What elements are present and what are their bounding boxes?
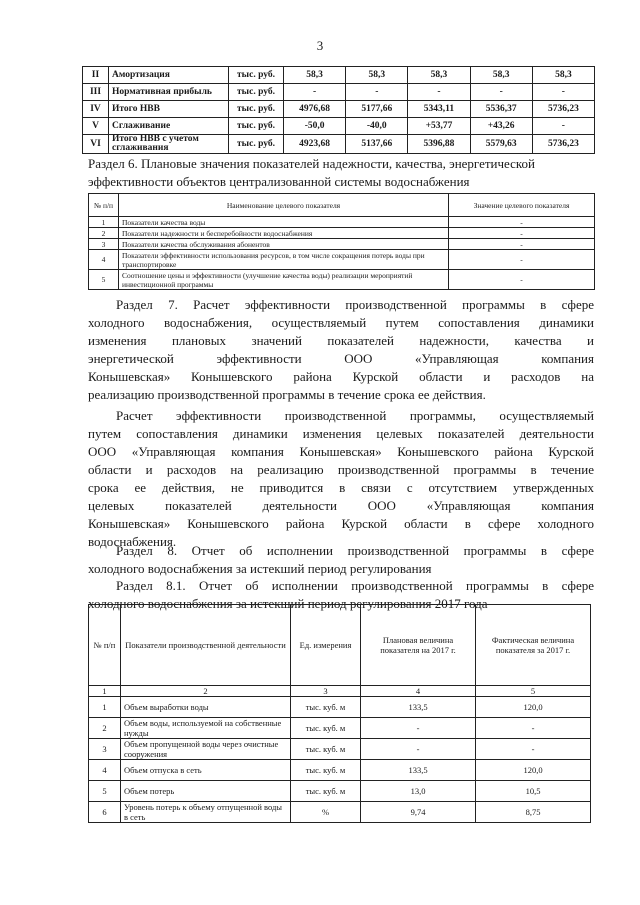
table-row — [89, 217, 595, 228]
t3-header-num: № п/п — [89, 605, 121, 686]
paragraph-line: Расчет эффективности производственной программы, осуществляемый — [116, 408, 594, 423]
row-number: 4 — [89, 760, 121, 781]
column-number: 3 — [291, 686, 361, 697]
row-value: - — [449, 239, 595, 250]
paragraph-line: Конышевская» Конышевского района Курской области и расходов на — [88, 369, 594, 384]
row-number: 1 — [89, 697, 121, 718]
row-name: Показатели качества обслуживания абонентов — [119, 239, 449, 250]
paragraph-line: области и расходов на реализацию производственной программы в течение — [88, 462, 594, 477]
row-fact: 120,0 — [476, 697, 591, 718]
section-8-1-line2: холодного водоснабжения за истекший период регулирования 2017 года — [88, 596, 488, 611]
row-value: - — [449, 250, 595, 270]
section-8-line1: Раздел 8. Отчет об исполнении производственной программы в сфере — [116, 543, 594, 558]
table-row — [83, 67, 595, 84]
column-number: 4 — [361, 686, 476, 697]
row-value: 58,3 — [408, 67, 470, 84]
t2-header-value: Значение целевого показателя — [449, 194, 595, 217]
paragraph-line: путем сопоставления динамики изменения целевых показателей деятельности — [88, 426, 594, 441]
table-row — [83, 84, 595, 101]
row-plan: 133,5 — [361, 697, 476, 718]
paragraph-line: Конышевская» Конышевского района Курской области в сфере холодного — [88, 516, 594, 531]
row-value: - — [449, 228, 595, 239]
row-number: 5 — [89, 270, 119, 290]
table-row — [89, 250, 595, 270]
row-value: - — [449, 217, 595, 228]
row-value: +43,26 — [470, 118, 532, 135]
table-row — [89, 739, 591, 760]
row-number: VI — [83, 135, 109, 154]
row-value: +53,77 — [408, 118, 470, 135]
table-row — [89, 697, 591, 718]
row-plan: - — [361, 739, 476, 760]
table-row — [89, 718, 591, 739]
row-unit: тыс. руб. — [229, 67, 284, 84]
row-value: -50,0 — [284, 118, 346, 135]
row-number: 1 — [89, 217, 119, 228]
t3-header-plan: Плановая величина показателя на 2017 г. — [361, 605, 476, 686]
row-value: -40,0 — [346, 118, 408, 135]
table-row — [89, 760, 591, 781]
section-8-line2: холодного водоснабжения за истекший период регулирования — [88, 561, 432, 576]
paragraph-line: целевых показателей деятельности ООО «Управляющая компания — [88, 498, 594, 513]
row-number: 2 — [89, 718, 121, 739]
row-plan: 9,74 — [361, 802, 476, 823]
t3-header-fact: Фактическая величина показателя за 2017 г. — [476, 605, 591, 686]
program-report-table — [88, 604, 591, 823]
row-number: V — [83, 118, 109, 135]
row-value: 58,3 — [346, 67, 408, 84]
row-value: - — [470, 84, 532, 101]
paragraph-line: водоснабжения. — [88, 534, 177, 549]
table-row — [83, 101, 595, 118]
row-plan: 133,5 — [361, 760, 476, 781]
row-name: Итого НВВ — [109, 101, 229, 118]
row-number: 2 — [89, 228, 119, 239]
row-fact: 8,75 — [476, 802, 591, 823]
paragraph-line: холодного водоснабжения, осуществляемый путем сопоставления динамики — [88, 315, 594, 330]
section-7-para1 — [88, 296, 594, 404]
row-name: Объем пропущенной воды через очистные сооружения — [121, 739, 291, 760]
section-8-heading — [88, 542, 594, 578]
row-value: 58,3 — [470, 67, 532, 84]
row-unit: тыс. руб. — [229, 118, 284, 135]
row-value: - — [532, 118, 594, 135]
table-row — [89, 781, 591, 802]
row-unit: тыс. руб. — [229, 84, 284, 101]
paragraph-line: реализацию производственной программы в течение срока ее действия. — [88, 387, 486, 402]
column-numbers-row — [89, 686, 591, 697]
table-row — [89, 239, 595, 250]
target-indicators-table — [88, 193, 595, 290]
table-row — [89, 228, 595, 239]
page-number: 3 — [316, 38, 324, 53]
row-number: IV — [83, 101, 109, 118]
row-unit: тыс. куб. м — [291, 739, 361, 760]
row-value: - — [532, 84, 594, 101]
row-name: Показатели качества воды — [119, 217, 449, 228]
table-row — [89, 270, 595, 290]
row-value: 5343,11 — [408, 101, 470, 118]
row-name: Объем выработки воды — [121, 697, 291, 718]
row-number: 6 — [89, 802, 121, 823]
row-number: 4 — [89, 250, 119, 270]
row-unit: тыс. руб. — [229, 101, 284, 118]
row-name: Уровень потерь к объему отпущенной воды в сеть — [121, 802, 291, 823]
row-value: - — [449, 270, 595, 290]
column-number: 5 — [476, 686, 591, 697]
row-number: II — [83, 67, 109, 84]
row-value: - — [284, 84, 346, 101]
row-fact: 10,5 — [476, 781, 591, 802]
row-name: Итого НВВ с учетом сглаживания — [109, 135, 229, 154]
row-name: Объем отпуска в сеть — [121, 760, 291, 781]
row-value: 5736,23 — [532, 101, 594, 118]
section-6-heading — [88, 155, 598, 191]
row-unit: тыс. куб. м — [291, 760, 361, 781]
row-value: 5137,66 — [346, 135, 408, 154]
paragraph-line: изменения плановых значений показателей надежности, качества и — [88, 333, 594, 348]
row-fact: - — [476, 739, 591, 760]
section-7-para2 — [88, 407, 594, 551]
section-8-1-line1: Раздел 8.1. Отчет об исполнении производственной программы в сфере — [116, 578, 594, 593]
paragraph-line: срока ее действия, не приводится в связи с отсутствием утвержденных — [88, 480, 594, 495]
row-plan: - — [361, 718, 476, 739]
t2-header-name: Наименование целевого показателя — [119, 194, 449, 217]
paragraph-line: ООО «Управляющая компания Конышевская» Конышевского района Курской — [88, 444, 594, 459]
row-value: 58,3 — [532, 67, 594, 84]
row-name: Амортизация — [109, 67, 229, 84]
row-value: 4923,68 — [284, 135, 346, 154]
row-unit: тыс. руб. — [229, 135, 284, 154]
row-number: 3 — [89, 239, 119, 250]
t3-header-name: Показатели производственной деятельности — [121, 605, 291, 686]
column-number: 1 — [89, 686, 121, 697]
row-value: 5736,23 — [532, 135, 594, 154]
row-name: Объем воды, используемой на собственные нужды — [121, 718, 291, 739]
t3-header-unit: Ед. измерения — [291, 605, 361, 686]
row-value: 4976,68 — [284, 101, 346, 118]
row-fact: 120,0 — [476, 760, 591, 781]
t2-header-num: № п/п — [89, 194, 119, 217]
row-value: 5177,66 — [346, 101, 408, 118]
row-plan: 13,0 — [361, 781, 476, 802]
row-number: 3 — [89, 739, 121, 760]
section-6-line2: эффективности объектов централизованной системы водоснабжения — [88, 174, 470, 189]
row-value: 58,3 — [284, 67, 346, 84]
row-value: 5579,63 — [470, 135, 532, 154]
row-name: Сглаживание — [109, 118, 229, 135]
row-unit: % — [291, 802, 361, 823]
row-name: Объем потерь — [121, 781, 291, 802]
table-row — [83, 135, 595, 154]
row-number: III — [83, 84, 109, 101]
row-number: 5 — [89, 781, 121, 802]
row-value: - — [346, 84, 408, 101]
nvv-table — [82, 66, 595, 154]
row-value: 5396,88 — [408, 135, 470, 154]
paragraph-line: энергетической эффективности ООО «Управляющая компания — [88, 351, 594, 366]
row-name: Показатели эффективности использования ресурсов, в том числе сокращения потерь воды при транспортировке — [119, 250, 449, 270]
row-name: Нормативная прибыль — [109, 84, 229, 101]
section-6-line1: Раздел 6. Плановые значения показателей надежности, качества, энергетической — [88, 156, 536, 171]
row-value: 5536,37 — [470, 101, 532, 118]
row-name: Показатели надежности и бесперебойности водоснабжения — [119, 228, 449, 239]
paragraph-line: Раздел 7. Расчет эффективности производственной программы в сфере — [116, 297, 594, 312]
table-row — [89, 802, 591, 823]
row-unit: тыс. куб. м — [291, 697, 361, 718]
row-unit: тыс. куб. м — [291, 718, 361, 739]
row-unit: тыс. куб. м — [291, 781, 361, 802]
row-value: - — [408, 84, 470, 101]
row-name: Соотношение цены и эффективности (улучшение качества воды) реализации мероприятий инвестиционной программы — [119, 270, 449, 290]
row-fact: - — [476, 718, 591, 739]
table-row — [83, 118, 595, 135]
column-number: 2 — [121, 686, 291, 697]
